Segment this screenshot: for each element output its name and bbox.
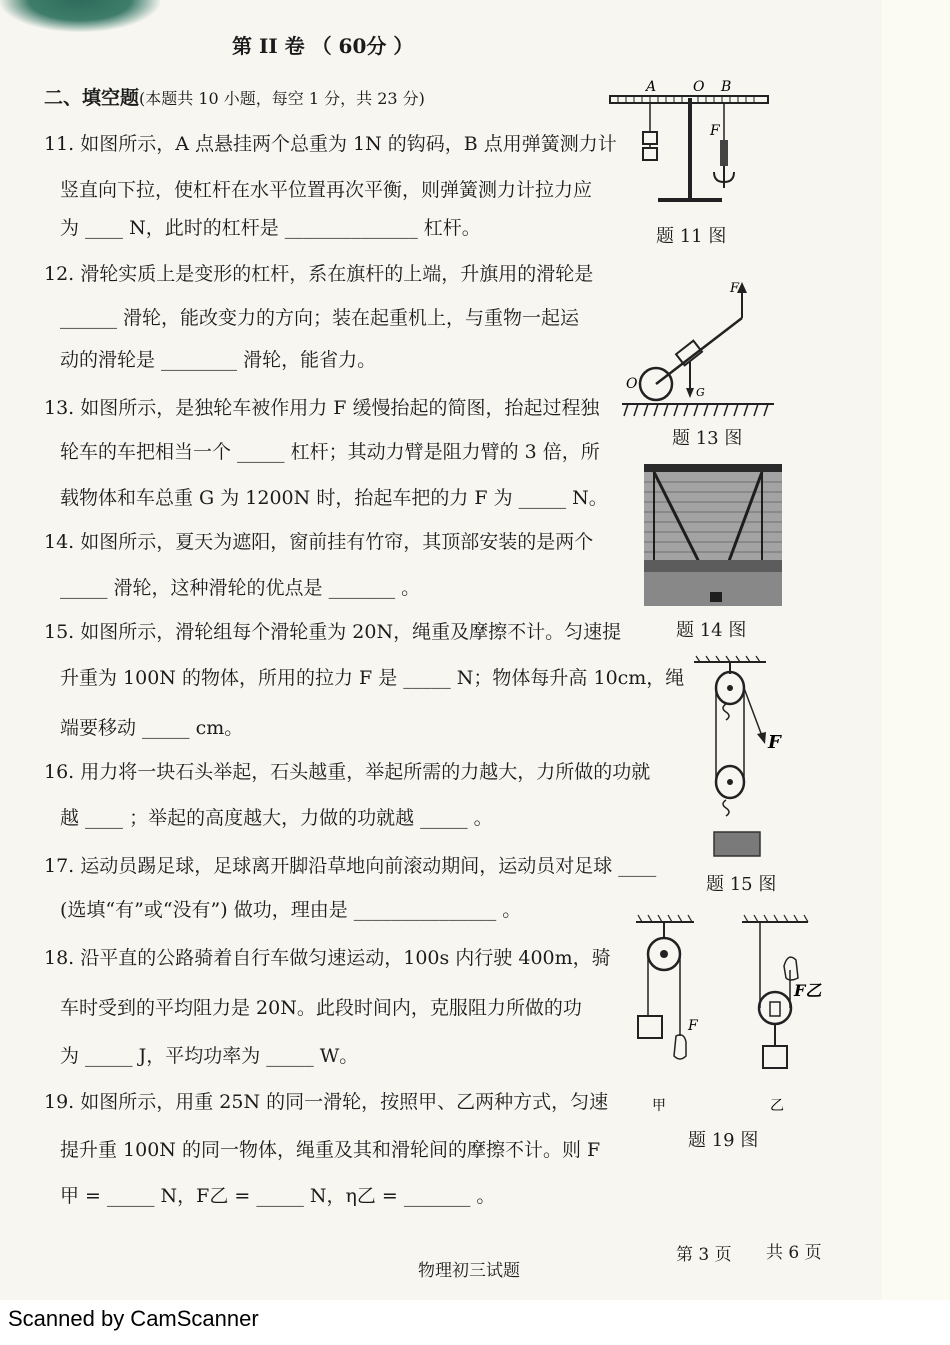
fig19-label-f-yi: F乙 xyxy=(794,981,822,1000)
q19-line-2: 提升重 100N 的同一物体，绳重及其和滑轮间的摩擦不计。则 F xyxy=(60,1139,601,1161)
footer-total-pages: 共 6 页 xyxy=(766,1243,822,1263)
q12-line-2: ______ 滑轮，能改变力的方向；装在起重机上，与重物一起运 xyxy=(60,307,580,329)
q18-line-1: 18. 沿平直的公路骑着自行车做匀速运动，100s 内行驶 400m，骑 xyxy=(44,947,611,969)
q17-line-2: (选填“有”或“没有”) 做功，理由是 _______________ 。 xyxy=(60,899,522,921)
figure-14-caption: 题 14 图 xyxy=(676,620,747,641)
figure-15-caption: 题 15 图 xyxy=(706,874,777,895)
fig15-label-f: F xyxy=(768,732,781,753)
scan-artifact xyxy=(0,0,160,32)
q11-line-2: 竖直向下拉，使杠杆在水平位置再次平衡，则弹簧测力计拉力应 xyxy=(60,179,593,201)
figure-11-caption: 题 11 图 xyxy=(656,226,727,247)
q13-line-1: 13. 如图所示，是独轮车被作用力 F 缓慢抬起的简图，抬起过程独 xyxy=(44,397,600,419)
q17-line-1: 17. 运动员踢足球，足球离开脚沿草地向前滚动期间，运动员对足球 ____ xyxy=(44,855,657,877)
q12-line-1: 12. 滑轮实质上是变形的杠杆，系在旗杆的上端，升旗用的滑轮是 xyxy=(44,263,594,285)
q15-line-3: 端要移动 _____ cm。 xyxy=(60,717,244,739)
q19-line-3: 甲 = _____ N，F乙 = _____ N，η乙 = _______ 。 xyxy=(60,1185,496,1207)
figure-14-bamboo-blind xyxy=(644,464,782,606)
q12-line-3: 动的滑轮是 ________ 滑轮，能省力。 xyxy=(60,349,377,371)
fig11-label-o: O xyxy=(693,79,705,95)
fig11-label-b: B xyxy=(721,79,732,95)
figure-19-caption: 题 19 图 xyxy=(688,1130,759,1151)
figure-11-lever xyxy=(600,80,780,230)
q16-line-2: 越 ____ ；举起的高度越大，力做的功就越 _____ 。 xyxy=(60,807,493,829)
fig13-label-g: G xyxy=(696,386,705,399)
scanner-watermark: Scanned by CamScanner xyxy=(8,1306,259,1331)
figure-19-pulleys xyxy=(624,910,824,1120)
fig19-label-yi: 乙 xyxy=(770,1098,784,1114)
fig13-label-f: F xyxy=(730,281,740,296)
section-note: (本题共 10 小题，每空 1 分，共 23 分) xyxy=(139,89,425,108)
q13-line-2: 轮车的车把相当一个 _____ 杠杆；其动力臂是阻力臂的 3 倍，所 xyxy=(60,441,600,463)
q19-line-1: 19. 如图所示，用重 25N 的同一滑轮，按照甲、乙两种方式，匀速 xyxy=(44,1091,609,1113)
q13-line-3: 载物体和车总重 G 为 1200N 时，抬起车把的力 F 为 _____ N。 xyxy=(60,487,608,509)
fig11-label-f: F xyxy=(710,123,720,139)
q11-line-3: 为 ____ N，此时的杠杆是 ______________ 杠杆。 xyxy=(60,217,481,239)
footer-subject: 物理初三试题 xyxy=(418,1261,520,1281)
q18-line-2: 车时受到的平均阻力是 20N。此段时间内，克服阻力所做的功 xyxy=(60,997,582,1019)
q16-line-1: 16. 用力将一块石头举起，石头越重，举起所需的力越大，力所做的功就 xyxy=(44,761,651,783)
fig13-label-o: O xyxy=(626,376,638,392)
q15-line-1: 15. 如图所示，滑轮组每个滑轮重为 20N，绳重及摩擦不计。匀速提 xyxy=(44,621,622,643)
q15-line-2: 升重为 100N 的物体，所用的拉力 F 是 _____ N；物体每升高 10cm，绳 xyxy=(60,667,685,689)
section-title xyxy=(44,86,425,111)
q18-line-3: 为 _____ J，平均功率为 _____ W。 xyxy=(60,1045,359,1067)
page-edge xyxy=(882,0,950,1300)
q14-line-1: 14. 如图所示，夏天为遮阳，窗前挂有竹帘，其顶部安装的是两个 xyxy=(44,531,594,553)
q11-line-1: 11. 如图所示，A 点悬挂两个总重为 1N 的钩码，B 点用弹簧测力计 xyxy=(44,133,617,155)
fig11-label-a: A xyxy=(646,79,657,95)
page-title: 第 II 卷 （ 60分 ） xyxy=(232,34,414,58)
figure-13-caption: 题 13 图 xyxy=(672,428,743,449)
figure-13-wheelbarrow xyxy=(618,280,778,420)
figure-15-pulley-block xyxy=(690,654,790,864)
q14-line-2: _____ 滑轮，这种滑轮的优点是 _______ 。 xyxy=(60,577,421,599)
footer-page-number: 第 3 页 xyxy=(676,1245,732,1265)
fig19-label-f: F xyxy=(688,1018,698,1034)
section-name: 二、填空题 xyxy=(44,87,140,109)
fig19-label-jia: 甲 xyxy=(652,1098,666,1114)
